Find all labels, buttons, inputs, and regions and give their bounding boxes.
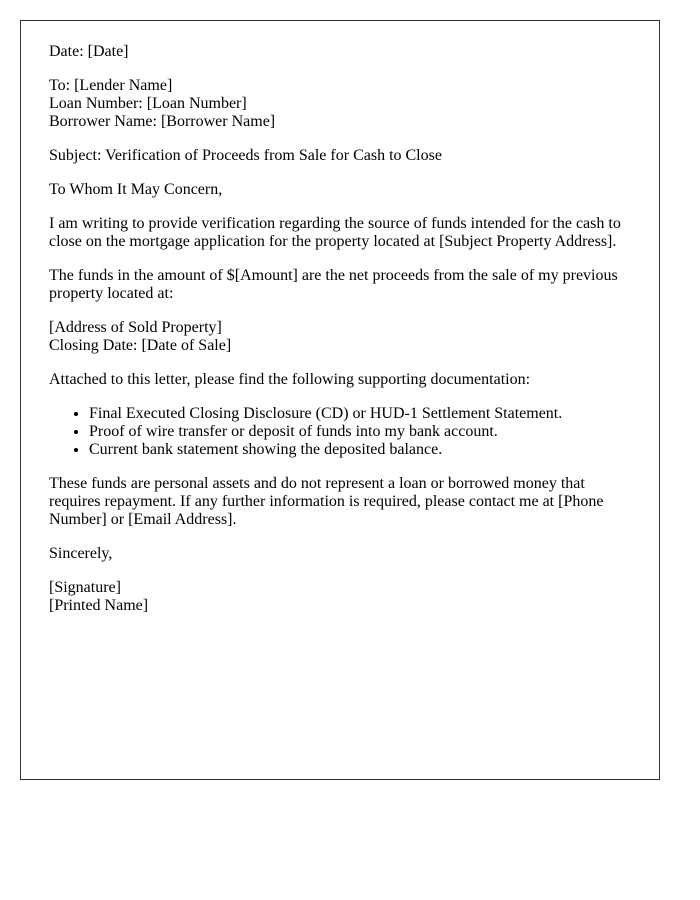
printed-name-line: [Printed Name] — [49, 597, 149, 614]
attachments-list — [49, 405, 631, 459]
sold-property-address: [Address of Sold Property] — [49, 319, 222, 336]
paragraph-verification: I am writing to provide verification regarding the source of funds intended for the cash to close on the mortgage application for the property located at [Subject Property Address]. — [49, 215, 621, 250]
recipient-block — [49, 77, 631, 131]
attachment-item: • Current bank statement showing the deposited balance. — [89, 441, 631, 459]
paragraph-personal-assets: These funds are personal assets and do not represent a loan or borrowed money that requires repayment. If any further information is required, please contact me at [Phone Number] or [Email Address]. — [49, 475, 604, 528]
attachment-item: • Proof of wire transfer or deposit of funds into my bank account. — [89, 423, 631, 441]
closing-date-line: Closing Date: [Date of Sale] — [49, 337, 232, 354]
date-line: Date: [Date] — [49, 43, 129, 60]
salutation: To Whom It May Concern, — [49, 181, 223, 198]
to-line: To: [Lender Name] — [49, 77, 173, 94]
sold-property-block — [49, 319, 631, 355]
letter-container — [20, 20, 660, 780]
paragraph-funds-amount: The funds in the amount of $[Amount] are the net proceeds from the sale of my previous property located at: — [49, 267, 618, 302]
borrower-name-line: Borrower Name: [Borrower Name] — [49, 113, 276, 130]
signature-line: [Signature] — [49, 579, 121, 596]
closing: Sincerely, — [49, 545, 113, 562]
loan-number-line: Loan Number: [Loan Number] — [49, 95, 247, 112]
subject-line: Subject: Verification of Proceeds from Sale for Cash to Close — [49, 147, 442, 164]
attachments-intro: Attached to this letter, please find the following supporting documentation: — [49, 371, 531, 388]
attachment-item: • Final Executed Closing Disclosure (CD) or HUD-1 Settlement Statement. — [89, 405, 631, 423]
signature-block — [49, 579, 631, 615]
